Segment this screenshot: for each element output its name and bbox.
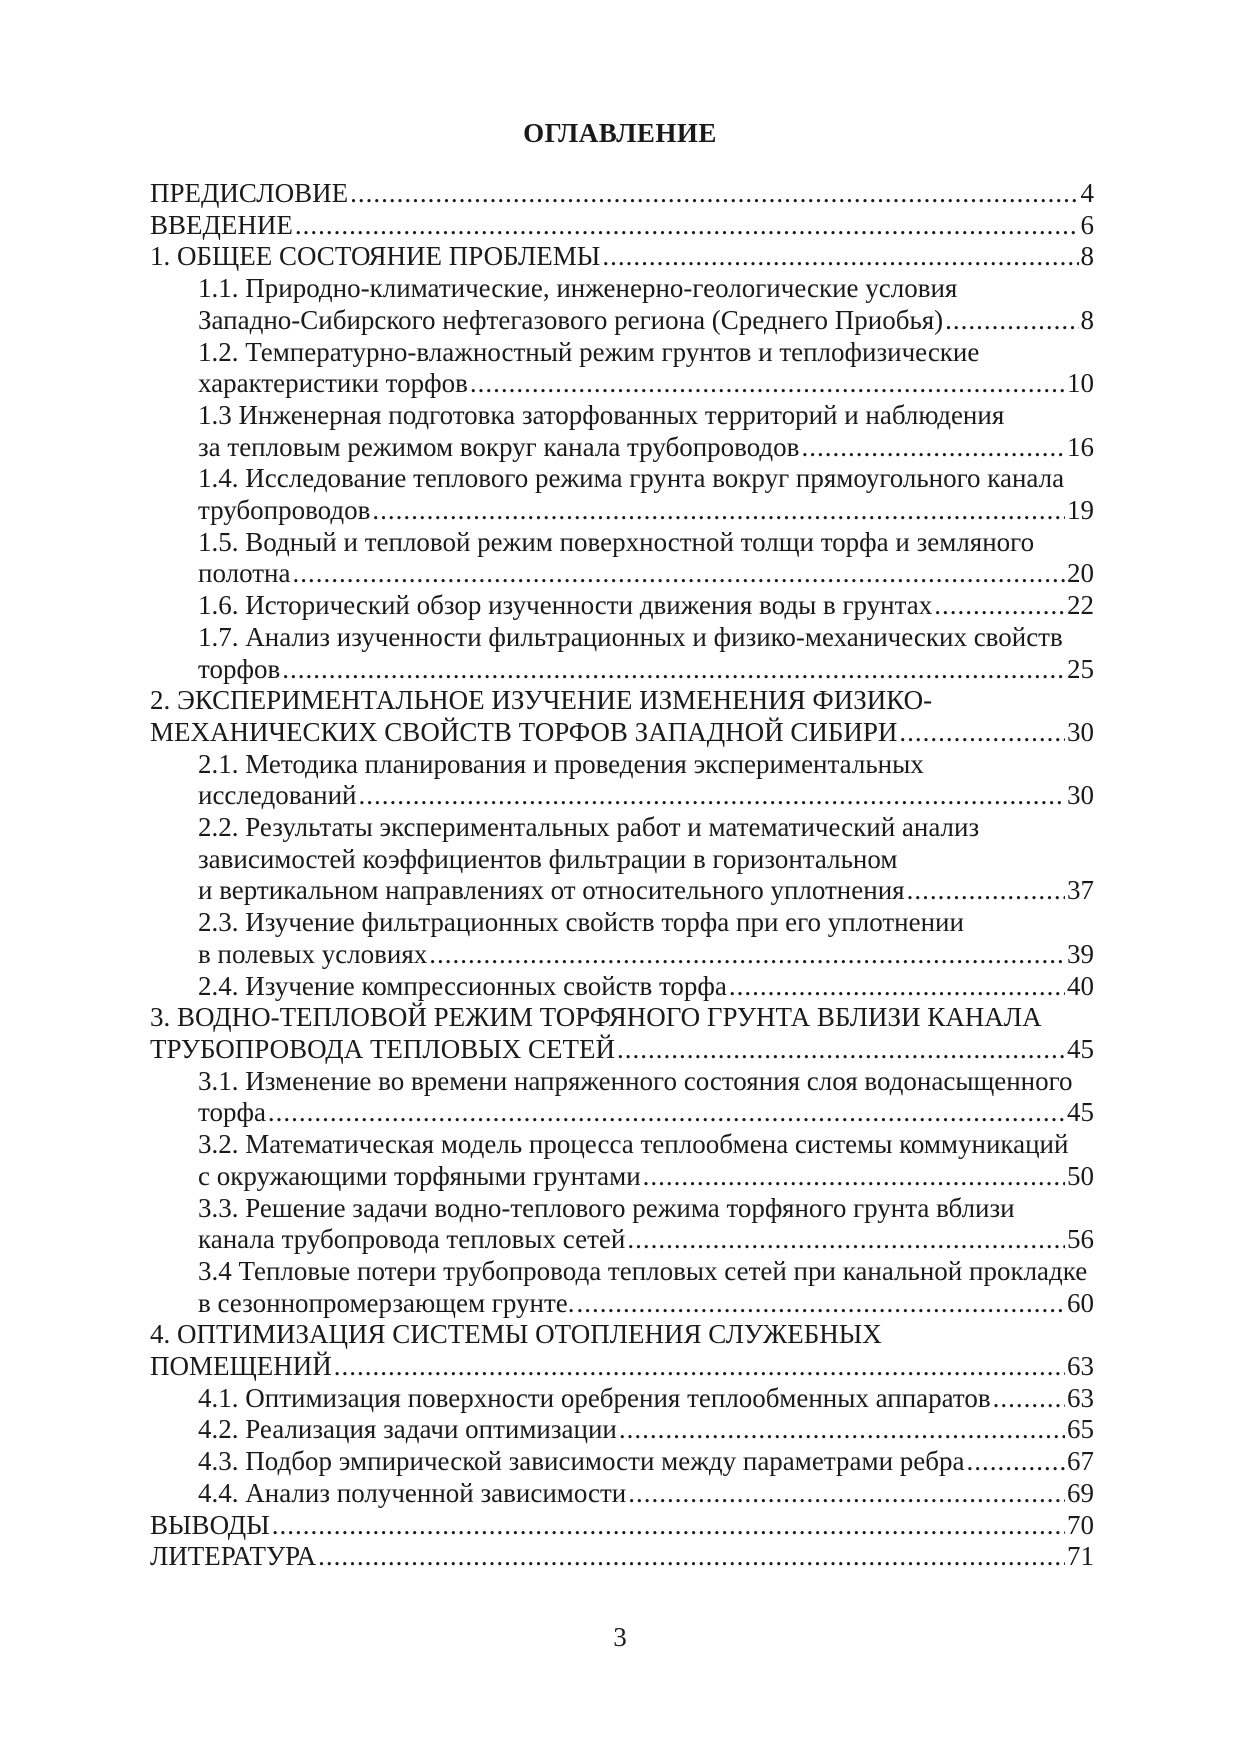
toc-entry-page-number: 70: [1067, 1509, 1094, 1540]
toc-entry-page-number: 6: [1080, 209, 1094, 240]
toc-entry-text-line: характеристики торфов: [198, 368, 468, 399]
toc-entry-row: [198, 558, 1094, 590]
toc-entry-page-number: 50: [1067, 1160, 1094, 1191]
toc-entry-row: [198, 368, 1094, 400]
dot-leader: [801, 432, 1065, 464]
toc-entry: [150, 590, 1094, 622]
dot-leader: [577, 1288, 1066, 1320]
toc-entry-page-number: 22: [1067, 590, 1094, 621]
toc-entry-text-line: торфа: [198, 1097, 266, 1128]
toc-entry-row: [198, 939, 1094, 971]
dot-leader: [617, 1034, 1065, 1066]
toc-entry: [150, 749, 1094, 812]
toc-entry-text-line: 3.1. Изменение во времени напряженного состояния слоя водонасыщенного: [198, 1065, 1073, 1096]
toc-entry-page-number: 63: [1067, 1382, 1094, 1413]
toc-entry-page-number: 8: [1080, 304, 1094, 335]
toc-entry: [150, 971, 1094, 1003]
toc-entry: [150, 812, 1094, 907]
toc-entry-row: [198, 1161, 1094, 1193]
toc-entry: [150, 1002, 1094, 1065]
toc-entry-text-line: 1.3 Инженерная подготовка заторфованных территорий и наблюдения: [198, 399, 1005, 430]
toc-entry-text-line: 4.2. Реализация задачи оптимизации: [198, 1414, 617, 1445]
toc-entry-page-number: 4: [1080, 178, 1094, 208]
toc-entry-row: [198, 1414, 1094, 1446]
toc-entry-row: [198, 1288, 1094, 1320]
dot-leader: [628, 1478, 1065, 1510]
toc-entry-text-line: исследований: [198, 780, 357, 811]
toc-entry-page-number: 39: [1067, 938, 1094, 969]
toc-entry: [150, 1478, 1094, 1510]
toc-entry-text-line: ВЫВОДЫ: [150, 1509, 270, 1540]
toc-entry-text-line: ЛИТЕРАТУРА: [150, 1541, 317, 1572]
dot-leader: [334, 1351, 1065, 1383]
toc-entry-page-number: 69: [1067, 1477, 1094, 1508]
toc-entry-page-number: 19: [1067, 495, 1094, 526]
toc-entry-row: [150, 717, 1094, 749]
toc-entry-row: [198, 875, 1094, 907]
toc-entry: [150, 1129, 1094, 1192]
toc-entry-page-number: 16: [1067, 431, 1094, 462]
toc-entry-page-number: 45: [1067, 1033, 1094, 1064]
dot-leader: [602, 241, 1078, 273]
toc-entry-text-line: 3. ВОДНО-ТЕПЛОВОЙ РЕЖИМ ТОРФЯНОГО ГРУНТА ВБЛИЗИ КАНАЛА: [150, 1002, 1042, 1033]
toc-entry-page-number: 30: [1067, 716, 1094, 747]
toc-entry-row: [198, 432, 1094, 464]
toc-entry-text-line: и вертикальном направлениях от относительного уплотнения: [198, 875, 905, 906]
toc-title: ОГЛАВЛЕНИЕ: [523, 118, 717, 148]
toc-entry-page-number: 37: [1067, 875, 1094, 906]
toc-entry: [150, 241, 1094, 273]
toc-entry: [150, 1510, 1094, 1542]
toc-entry: [150, 400, 1094, 463]
toc-entry-page-number: 30: [1067, 780, 1094, 811]
toc-entry-text-line: трубопроводов: [198, 495, 371, 526]
toc-entry-text-line: полотна: [198, 558, 291, 589]
dot-leader: [966, 1446, 1065, 1478]
toc-entry-text-line: 4. ОПТИМИЗАЦИЯ СИСТЕМЫ ОТОПЛЕНИЯ СЛУЖЕБНЫХ: [150, 1319, 882, 1350]
toc-entry: [150, 527, 1094, 590]
page-number: 3: [613, 1622, 627, 1652]
toc-entry-row: [150, 1510, 1094, 1542]
dot-leader: [899, 717, 1065, 749]
toc-entry-page-number: 67: [1067, 1446, 1094, 1477]
toc-entry-text-line: 2. ЭКСПЕРИМЕНТАЛЬНОЕ ИЗУЧЕНИЕ ИЗМЕНЕНИЯ ФИЗИКО-: [150, 685, 933, 716]
toc-entry-page-number: 40: [1067, 970, 1094, 1001]
toc-entry-text-line: 2.1. Методика планирования и проведения экспериментальных: [198, 748, 924, 779]
toc-entry-page-number: 10: [1067, 368, 1094, 399]
toc-entry-text-line: за тепловым режимом вокруг канала трубопроводов: [198, 431, 800, 462]
toc-entry-text-line: 4.4. Анализ полученной зависимости: [198, 1477, 627, 1508]
toc-entry-row: [150, 1351, 1094, 1383]
toc-entry-text-line: ТРУБОПРОВОДА ТЕПЛОВЫХ СЕТЕЙ: [150, 1033, 616, 1064]
toc-entry-page-number: 71: [1067, 1541, 1094, 1572]
toc-entry-text-line: 1. ОБЩЕЕ СОСТОЯНИЕ ПРОБЛЕМЫ: [150, 241, 601, 272]
toc-entry-row: [198, 305, 1094, 337]
toc-entry: [150, 685, 1094, 748]
toc-entry-text-line: торфов: [198, 653, 281, 684]
toc-entry: [150, 1066, 1094, 1129]
dot-leader: [945, 305, 1078, 337]
dot-leader: [358, 780, 1065, 812]
toc-entry-text-line: 2.3. Изучение фильтрационных свойств торфа при его уплотнении: [198, 907, 964, 938]
dot-leader: [993, 1383, 1065, 1415]
dot-leader: [729, 971, 1065, 1003]
toc-entry-text-line: 2.4. Изучение компрессионных свойств торфа: [198, 970, 727, 1001]
toc-entry-text-line: ПРЕДИСЛОВИЕ: [150, 178, 349, 208]
toc-entry-page-number: 25: [1067, 653, 1094, 684]
toc-entry-row: [198, 1097, 1094, 1129]
dot-leader: [627, 1224, 1065, 1256]
dot-leader: [350, 178, 1078, 210]
toc-entry-page-number: 56: [1067, 1224, 1094, 1255]
toc-entry-text-line: 1.2. Температурно-влажностный режим грунтов и теплофизические: [198, 336, 980, 367]
toc-entry-row: [150, 241, 1094, 273]
toc-entry: [150, 463, 1094, 526]
toc-entry-text-line: в сезоннопромерзающем грунте.: [198, 1287, 575, 1318]
toc-entry: [150, 1383, 1094, 1415]
toc-entry: [150, 1414, 1094, 1446]
toc-entry-text-line: 1.7. Анализ изученности фильтрационных и физико-механических свойств: [198, 621, 1063, 652]
toc-entry: [150, 1319, 1094, 1382]
dot-leader: [429, 939, 1065, 971]
toc-entry: [150, 1193, 1094, 1256]
dot-leader: [372, 495, 1065, 527]
dot-leader: [643, 1161, 1065, 1193]
dot-leader: [272, 1510, 1065, 1542]
toc-entry: [150, 907, 1094, 970]
toc-entry-text-line: в полевых условиях: [198, 938, 428, 969]
toc-entry-text-line: 4.3. Подбор эмпирической зависимости между параметрами ребра: [198, 1446, 965, 1477]
toc-entry: [150, 273, 1094, 336]
toc-entry-page-number: 8: [1080, 241, 1094, 272]
toc-entry-text-line: 1.1. Природно-климатические, инженерно-геологические условия: [198, 273, 958, 304]
toc-entry-row: [198, 1383, 1094, 1415]
toc-entry-text-line: 2.2. Результаты экспериментальных работ и математический анализ: [198, 812, 980, 843]
toc-entry-row: [198, 1478, 1094, 1510]
dot-leader: [934, 590, 1065, 622]
toc-entry-page-number: 60: [1067, 1287, 1094, 1318]
toc-entry: [150, 622, 1094, 685]
toc-entry-text-line: канала трубопровода тепловых сетей: [198, 1224, 626, 1255]
toc-entry-text-line: 3.2. Математическая модель процесса теплообмена системы коммуникаций: [198, 1129, 1069, 1160]
toc-entry-row: [150, 178, 1094, 210]
toc-entry-row: [198, 495, 1094, 527]
dot-leader: [295, 210, 1079, 242]
toc-entry-row: [198, 1224, 1094, 1256]
toc-entry-text-line: МЕХАНИЧЕСКИХ СВОЙСТВ ТОРФОВ ЗАПАДНОЙ СИБИРИ: [150, 716, 898, 747]
dot-leader: [282, 654, 1065, 686]
toc-entry-row: [150, 210, 1094, 242]
toc-entry-row: [198, 654, 1094, 686]
dot-leader: [619, 1414, 1065, 1446]
toc-entry-text-line: с окружающими торфяными грунтами: [198, 1160, 641, 1191]
toc-entry-text-line: 3.4 Тепловые потери трубопровода тепловых сетей при канальной прокладке: [198, 1255, 1088, 1286]
toc-entry: [150, 1446, 1094, 1478]
table-of-contents: [150, 178, 1094, 1573]
dot-leader: [268, 1097, 1065, 1129]
dot-leader: [907, 875, 1065, 907]
toc-entry-text-line: 1.5. Водный и тепловой режим поверхностной толщи торфа и земляного: [198, 526, 1035, 557]
toc-entry-page-number: 63: [1067, 1351, 1094, 1382]
toc-entry-row: [198, 590, 1094, 622]
toc-entry: [150, 1541, 1094, 1573]
toc-entry-text-line: 4.1. Оптимизация поверхности оребрения теплообменных аппаратов: [198, 1382, 991, 1413]
toc-entry-text-line: 3.3. Решение задачи водно-теплового режима торфяного грунта вблизи: [198, 1192, 1015, 1223]
dot-leader: [318, 1541, 1065, 1573]
toc-entry-text-line: Западно-Сибирского нефтегазового региона (Среднего Приобья): [198, 304, 944, 335]
toc-entry-text-line: 1.4. Исследование теплового режима грунта вокруг прямоугольного канала: [198, 463, 1065, 494]
toc-entry: [150, 1256, 1094, 1319]
toc-entry-text-line: 1.6. Исторический обзор изученности движения воды в грунтах: [198, 590, 933, 621]
toc-entry-page-number: 20: [1067, 558, 1094, 589]
toc-entry-page-number: 65: [1067, 1414, 1094, 1445]
toc-entry-page-number: 45: [1067, 1097, 1094, 1128]
dot-leader: [470, 368, 1065, 400]
toc-entry: [150, 210, 1094, 242]
toc-entry-text-line: зависимостей коэффициентов фильтрации в горизонтальном: [198, 843, 898, 874]
toc-entry-row: [150, 1541, 1094, 1573]
toc-entry-row: [198, 780, 1094, 812]
toc-entry: [150, 337, 1094, 400]
toc-entry-row: [198, 1446, 1094, 1478]
toc-entry-text-line: ВВЕДЕНИЕ: [150, 209, 293, 240]
toc-entry-text-line: ПОМЕЩЕНИЙ: [150, 1351, 332, 1382]
toc-entry-row: [150, 1034, 1094, 1066]
toc-entry-row: [198, 971, 1094, 1003]
toc-entry: [150, 178, 1094, 210]
dot-leader: [292, 558, 1065, 590]
